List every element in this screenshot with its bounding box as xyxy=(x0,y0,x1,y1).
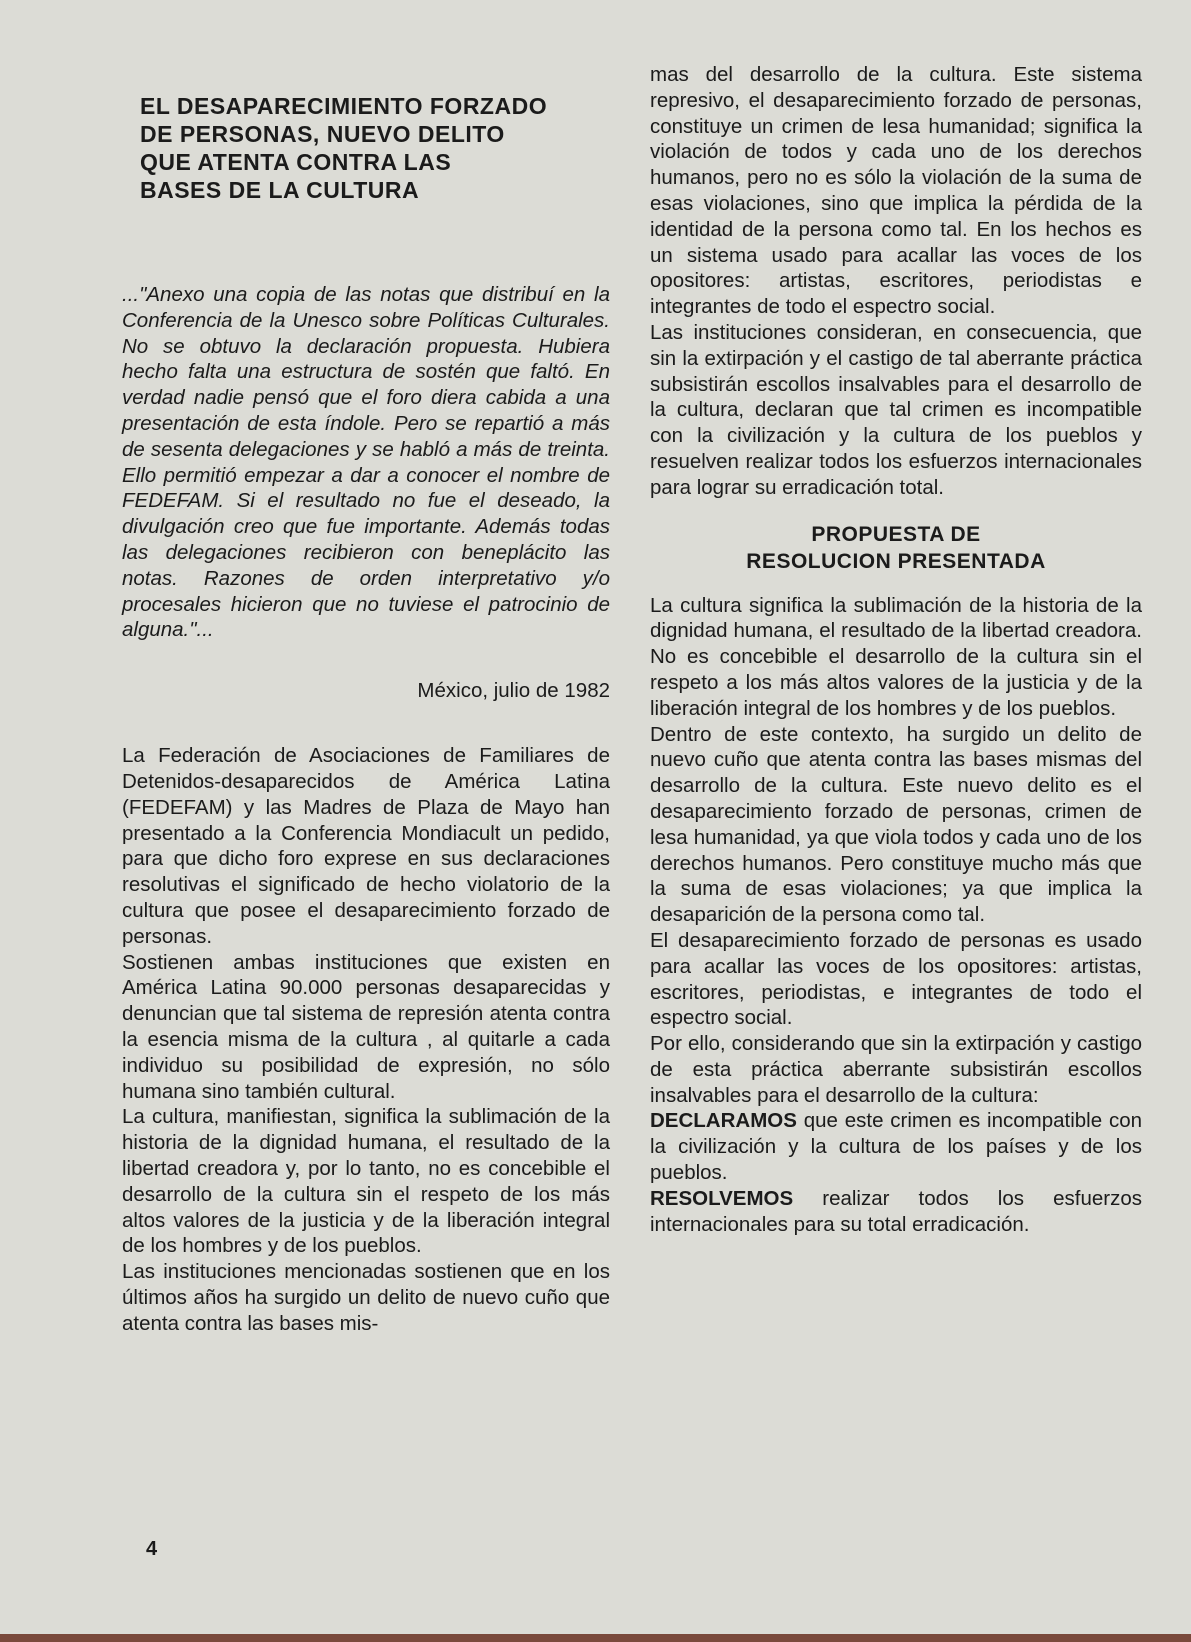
paragraph: Las instituciones consideran, en consecuencia, que sin la extirpación y el castigo de tal aberrante práctica subsistirán escollos insalvables para el desarrollo de la cultura, declaran que tal crimen es incompatible con la civilización y la cultura de los pueblos y resuelven realizar todos los esfuerzos internacionales para lograr su erradicación total. xyxy=(650,320,1142,499)
paragraph: mas del desarrollo de la cultura. Este sistema represivo, el desaparecimiento forzado de personas, constituye un crimen de lesa humanidad; significa la violación de todos y cada uno de los derechos humanos, pero no es sólo la violación de la suma de esas violaciones, sino que implica la pérdida de la identidad de la persona como tal. En los hechos es un sistema usado para acallar las voces de los opositores: artistas, escritores, periodistas e integrantes de todo el espectro social. xyxy=(650,63,1142,319)
article-title xyxy=(140,92,610,204)
declaramos-text: que este crimen es incompatible con la civilización y la cultura de los países y de los pueblos. xyxy=(650,1109,1142,1185)
heading-line: RESOLUCION PRESENTADA xyxy=(746,549,1046,573)
page-number: 4 xyxy=(146,1538,158,1560)
paragraph: Por ello, considerando que sin la extirpación y castigo de esta práctica aberrante subsistirán escollos insalvables para el desarrollo de la cultura: xyxy=(650,1032,1142,1107)
title-line: BASES DE LA CULTURA xyxy=(140,177,420,203)
paragraph: El desaparecimiento forzado de personas es usado para acallar las voces de los opositores: artistas, escritores, periodistas, e integrantes de todo el espectro social. xyxy=(650,928,1142,1030)
declaramos-keyword: DECLARAMOS xyxy=(650,1109,797,1133)
title-line: QUE ATENTA CONTRA LAS xyxy=(140,149,452,175)
paragraph: Sostienen ambas instituciones que existen en América Latina 90.000 personas desaparecidas y denuncian que tal sistema de represión atenta contra la esencia misma de la cultura , al quitarle a cada individuo su posibilidad de expresión, no sólo humana sino también cultural. xyxy=(122,950,610,1103)
quote-text: ..."Anexo una copia de las notas que distribuí en la Conferencia de la Unesco sobre Políticas Culturales. No se obtuvo la declaración propuesta. Hubiera hecho falta una estructura de sostén que faltó. En verdad nadie pensó que el foro diera cabida a una presentación de esta índole. Pero se repartió a más de sesenta delegaciones y se habló a más de treinta. Ello permitió empezar a dar a conocer el nombre de FEDEFAM. Si el resultado no fue el deseado, la divulgación creo que fue importante. Además todas las delegaciones recibieron con beneplácito las notas. Razones de orden interpretativo y/o procesales hicieron que no tuviese el patrocinio de alguna."... xyxy=(122,283,610,642)
resolvemos-keyword: RESOLVEMOS xyxy=(650,1186,794,1210)
letter-quote xyxy=(122,282,610,643)
paragraph: La cultura significa la sublimación de la historia de la dignidad humana, el resultado de la libertad creadora. No es concebible el desarrollo de la cultura sin el respeto a los más altos valores de la justicia y de la liberación integral de los hombres y de los pueblos. xyxy=(650,593,1142,720)
resolvemos-paragraph xyxy=(650,1186,1142,1238)
heading-line: PROPUESTA DE xyxy=(811,522,981,546)
declaramos-paragraph xyxy=(650,1108,1142,1185)
right-body-text-top xyxy=(650,62,1142,501)
resolvemos-text: realizar todos los esfuerzos internacionales para su total erradicación. xyxy=(650,1186,1142,1236)
right-body-text-bottom xyxy=(650,593,1142,1238)
bottom-edge-line xyxy=(0,1634,1191,1642)
left-column xyxy=(122,62,610,1336)
resolution-heading xyxy=(650,521,1142,575)
title-line: EL DESAPARECIMIENTO FORZADO xyxy=(140,93,548,119)
title-line: DE PERSONAS, NUEVO DELITO xyxy=(140,121,505,147)
right-column xyxy=(650,62,1142,1237)
paragraph: La cultura, manifiestan, significa la sublimación de la historia de la dignidad humana, el resultado de la libertad creadora y, por lo tanto, no es concebible el desarrollo de la cultura sin el respeto de los más altos valores de la justicia y de la liberación integral de los hombres y de los pueblos. xyxy=(122,1105,610,1258)
paragraph: La Federación de Asociaciones de Familiares de Detenidos-desaparecidos de América Latina (FEDEFAM) y las Madres de Plaza de Mayo han presentado a la Conferencia Mondiacult un pedido, para que dicho foro exprese en sus declaraciones resolutivas el significado de hecho violatorio de la cultura que posee el desaparecimiento forzado de personas. xyxy=(122,744,610,948)
quote-signature: México, julio de 1982 xyxy=(417,679,610,703)
left-body-text xyxy=(122,743,610,1336)
paragraph: Dentro de este contexto, ha surgido un delito de nuevo cuño que atenta contra las bases mismas del desarrollo de la cultura. Este nuevo delito es el desaparecimiento forzado de personas, crimen de lesa humanidad, ya que viola todos y cada uno de los derechos humanos. Pero constituye mucho más que la suma de esas violaciones; ya que implica la desaparición de la persona como tal. xyxy=(650,722,1142,927)
paragraph: Las instituciones mencionadas sostienen que en los últimos años ha surgido un delito de nuevo cuño que atenta contra las bases mis- xyxy=(122,1260,610,1335)
